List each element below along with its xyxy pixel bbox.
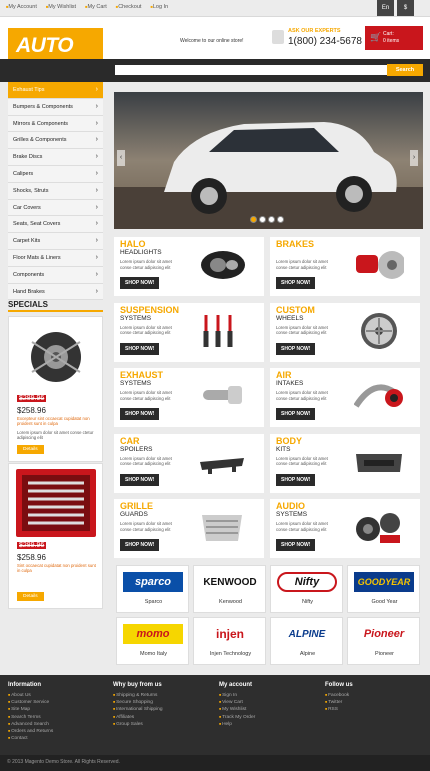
experts-label: ASK OUR EXPERTS: [288, 28, 341, 34]
footer-column: [219, 682, 255, 728]
brand-logo: Nifty: [277, 572, 337, 592]
chevron-right-icon: ›: [95, 186, 98, 194]
footer-link[interactable]: ■ Secure Shopping: [113, 699, 163, 706]
brand-name: Pioneer: [375, 651, 394, 657]
category-title: SUSPENSION: [120, 304, 180, 315]
sidebar-item[interactable]: [8, 166, 103, 183]
chevron-right-icon: ›: [95, 203, 98, 211]
my-wishlist-link[interactable]: ■ My Wishlist: [46, 4, 76, 10]
category-tile[interactable]: [270, 499, 420, 558]
footer-heading: Follow us: [325, 682, 353, 688]
sidebar-item-label: Mirrors & Components: [13, 120, 69, 127]
category-subtitle: INTAKES: [276, 380, 304, 387]
sidebar-item-label: Grilles & Components: [13, 137, 67, 144]
sidebar-item[interactable]: [8, 149, 103, 166]
category-tile[interactable]: [270, 303, 420, 362]
footer-heading: My account: [219, 682, 253, 688]
category-description: Lorem ipsum dolor sit amet conse ctetur adipiscing elit: [276, 324, 328, 335]
shop-now-button[interactable]: SHOP NOW!: [276, 539, 315, 551]
category-title: CAR: [120, 435, 140, 446]
specials-title: SPECIALS: [8, 300, 49, 309]
category-tile[interactable]: [114, 237, 264, 296]
footer-link[interactable]: ■ RSS: [325, 706, 353, 713]
slider-dot[interactable]: [250, 216, 257, 223]
sidebar-item-label: Seats, Seat Covers: [13, 221, 61, 228]
wrench-set-image: [16, 469, 96, 537]
sidebar-item-label: Bumpers & Components: [13, 103, 73, 110]
category-description: Lorem ipsum dolor sit amet conse ctetur adipiscing elit: [276, 521, 328, 532]
category-subtitle: SYSTEMS: [276, 511, 308, 518]
footer-link[interactable]: ■ Group Sales: [113, 721, 163, 728]
category-subtitle: KITS: [276, 445, 291, 453]
brand-name: Momo Italy: [140, 651, 167, 657]
category-title: CUSTOM: [276, 304, 315, 315]
brand-logo: momo: [123, 624, 183, 644]
chevron-right-icon: ›: [95, 169, 98, 177]
category-description: Lorem ipsum dolor sit amet conse ctetur adipiscing elit: [120, 390, 172, 401]
top-links: [6, 4, 168, 10]
brand-tile[interactable]: [347, 565, 420, 613]
footer-link[interactable]: ■ Help: [219, 721, 255, 728]
shop-now-button[interactable]: SHOP NOW!: [120, 343, 159, 355]
price: $258.96: [17, 553, 46, 562]
slider-dot[interactable]: [259, 216, 266, 223]
chevron-right-icon: ›: [95, 253, 98, 261]
footer-link[interactable]: ■ Contact: [8, 735, 53, 742]
details-button[interactable]: Details: [17, 445, 44, 454]
chevron-right-icon: ›: [95, 220, 98, 228]
shop-now-button[interactable]: SHOP NOW!: [276, 474, 315, 486]
brand-tile[interactable]: [193, 565, 266, 613]
logo-main-text: AUTO: [16, 34, 74, 57]
chevron-right-icon: ›: [95, 136, 98, 144]
category-image: [354, 442, 404, 482]
sidebar-item-label: Shocks, Struts: [13, 187, 49, 194]
category-image: [354, 245, 404, 285]
cart-button[interactable]: [365, 26, 423, 50]
category-description: Lorem ipsum dolor sit amet conse ctetur adipiscing elit: [120, 455, 172, 466]
shop-now-button[interactable]: SHOP NOW!: [276, 343, 315, 355]
sidebar-item-label: Exhaust Tips: [13, 87, 45, 93]
category-description: Lorem ipsum dolor sit amet conse ctetur adipiscing elit: [120, 259, 172, 270]
top-bar: [0, 0, 430, 17]
my-cart-link[interactable]: ■ My Cart: [85, 4, 107, 10]
brand-name: Injen Technology: [209, 651, 252, 657]
category-subtitle: SYSTEMS: [120, 314, 152, 322]
experts-phone: 1(800) 234-5678: [288, 36, 362, 47]
footer-link[interactable]: ■ Facebook: [325, 692, 353, 699]
brand-tile[interactable]: [270, 565, 343, 613]
hero-slider[interactable]: [114, 92, 423, 229]
search-input[interactable]: [115, 65, 387, 75]
cart-count: 0 items: [383, 38, 400, 44]
old-price: $289.96: [19, 542, 45, 549]
brand-tile[interactable]: [270, 617, 343, 665]
special-product[interactable]: [8, 463, 103, 609]
special-product[interactable]: [8, 316, 103, 462]
brand-name: Nifty: [302, 599, 313, 605]
product-description: Sint occaecat cupidatat non proident sunt in culpa: [17, 563, 96, 574]
sidebar-item[interactable]: [8, 216, 103, 233]
category-tile[interactable]: [270, 237, 420, 296]
category-tile[interactable]: [270, 434, 420, 493]
brand-name: Good Year: [371, 599, 398, 605]
chevron-right-icon: ›: [95, 119, 98, 127]
category-description: Lorem ipsum dolor sit amet conse ctetur adipiscing elit: [276, 390, 328, 401]
shop-now-button[interactable]: SHOP NOW!: [120, 474, 159, 486]
footer-column: [113, 682, 163, 728]
sidebar-item[interactable]: [8, 132, 103, 149]
product-description: Excepteur sint occaecat cupidatat non proident sunt in culpa: [17, 416, 90, 427]
footer-link[interactable]: ■ Customer Service: [8, 699, 53, 706]
category-title: AUDIO: [276, 501, 305, 511]
sidebar-item-label: Carpet Kits: [13, 238, 41, 245]
checkout-link[interactable]: ■ Checkout: [116, 4, 142, 10]
sidebar-item[interactable]: [8, 116, 103, 133]
shop-now-button[interactable]: SHOP NOW!: [276, 277, 315, 289]
category-image: [198, 245, 248, 285]
category-title: GRILLE: [120, 501, 153, 511]
slider-dots: [250, 216, 284, 223]
footer-link[interactable]: ■ Site Map: [8, 706, 53, 713]
brand-tile[interactable]: [347, 617, 420, 665]
slider-next-arrow[interactable]: ›: [410, 150, 418, 166]
category-image: [198, 311, 248, 351]
category-sidebar: [8, 82, 103, 300]
sidebar-item-label: Hand Brakes: [13, 288, 45, 295]
chevron-right-icon: ›: [95, 237, 98, 245]
footer-column: [8, 682, 53, 742]
cart-icon: 🛒: [370, 32, 382, 42]
brand-tile[interactable]: [116, 617, 189, 665]
footer-link[interactable]: ■ Search Terms: [8, 714, 53, 721]
login-link[interactable]: ■ Log In: [150, 4, 168, 10]
sidebar-item[interactable]: [8, 99, 103, 116]
footer-link[interactable]: ■ Advanced Search: [8, 721, 53, 728]
chevron-right-icon: ›: [95, 153, 98, 161]
copyright-text: © 2013 Magento Demo Store. All Rights Reserved.: [7, 759, 120, 765]
footer-column: [325, 682, 353, 714]
old-price: $289.96: [19, 395, 45, 402]
language-select[interactable]: En: [377, 0, 394, 16]
sidebar-item[interactable]: [8, 82, 103, 99]
category-image: [198, 507, 248, 547]
brand-logo: sparco: [123, 572, 183, 592]
footer-link[interactable]: ■ Shipping & Returns: [113, 692, 163, 699]
sidebar-item[interactable]: [8, 200, 103, 217]
welcome-message: Welcome to our online store!: [180, 38, 244, 44]
category-tile[interactable]: [114, 434, 264, 493]
brand-name: Kenwood: [219, 599, 242, 605]
chevron-right-icon: ›: [95, 287, 98, 295]
category-tile[interactable]: [270, 368, 420, 427]
details-button[interactable]: Details: [17, 592, 44, 601]
category-tile[interactable]: [114, 368, 264, 427]
chevron-right-icon: ›: [95, 270, 98, 278]
price: $258.96: [17, 406, 46, 415]
category-description: Lorem ipsum dolor sit amet conse ctetur adipiscing elit: [276, 259, 328, 270]
currency-select[interactable]: $: [397, 0, 414, 16]
category-subtitle: GUARDS: [120, 511, 148, 518]
brand-logo: injen: [215, 627, 244, 641]
product-description-2: Lorem ipsum dolor sit amet conse ctetur adipiscing elit: [17, 430, 94, 441]
sidebar-item-label: Components: [13, 271, 45, 278]
cart-summary: [383, 31, 399, 45]
shop-now-button[interactable]: SHOP NOW!: [120, 408, 159, 420]
brand-logo: KENWOOD: [203, 576, 257, 588]
brand-logo: GOODYEAR: [354, 572, 414, 592]
phone-icon: [272, 30, 284, 44]
footer-link[interactable]: ■ Sign In: [219, 692, 255, 699]
sidebar-item-label: Brake Discs: [13, 154, 43, 161]
hero-car-image: [114, 92, 423, 229]
category-title: HALO: [120, 239, 146, 249]
chevron-right-icon: ›: [95, 102, 98, 110]
category-tile[interactable]: [114, 499, 264, 558]
category-title: BRAKES: [276, 239, 315, 249]
brand-name: Sparco: [144, 599, 163, 605]
category-image: [354, 311, 404, 351]
category-image: [198, 442, 248, 482]
brand-name: Alpine: [299, 651, 316, 657]
specials-underline: [8, 310, 103, 312]
footer-link[interactable]: ■ View Cart: [219, 699, 255, 706]
category-subtitle: SPOILERS: [120, 445, 153, 453]
sidebar-item-label: Calipers: [13, 170, 34, 177]
sidebar-item[interactable]: [8, 267, 103, 284]
footer-link[interactable]: ■ Affiliates: [113, 714, 163, 721]
category-description: Lorem ipsum dolor sit amet conse ctetur adipiscing elit: [120, 324, 172, 335]
footer-link[interactable]: ■ Track My Order: [219, 714, 255, 721]
category-description: Lorem ipsum dolor sit amet conse ctetur adipiscing elit: [120, 521, 172, 532]
category-title: AIR: [276, 370, 292, 380]
sidebar-item-label: Floor Mats & Liners: [13, 254, 61, 261]
shop-now-button[interactable]: SHOP NOW!: [120, 539, 159, 551]
footer-link[interactable]: ■ International Shipping: [113, 706, 163, 713]
brand-tile[interactable]: [116, 565, 189, 613]
brand-tile[interactable]: [193, 617, 266, 665]
footer-link[interactable]: ■ My Wishlist: [219, 706, 255, 713]
sidebar-item[interactable]: [8, 284, 103, 301]
brand-logo: ALPINE: [288, 628, 326, 640]
shop-now-button[interactable]: SHOP NOW!: [120, 277, 159, 289]
category-title: EXHAUST: [120, 370, 164, 380]
tire-chain-image: [16, 322, 96, 390]
shop-now-button[interactable]: SHOP NOW!: [276, 408, 315, 420]
slider-prev-arrow[interactable]: ‹: [117, 150, 125, 166]
category-image: [354, 376, 404, 416]
slider-dot[interactable]: [277, 216, 284, 223]
footer-link[interactable]: ■ About Us: [8, 692, 53, 699]
sidebar-item[interactable]: [8, 250, 103, 267]
category-tile[interactable]: [114, 303, 264, 362]
category-image: [354, 507, 404, 547]
footer-heading: Why buy from us: [113, 682, 162, 688]
category-subtitle: SYSTEMS: [120, 380, 152, 387]
footer-link[interactable]: ■ Orders and Returns: [8, 728, 53, 735]
category-title: BODY: [276, 435, 303, 446]
chevron-right-icon: ›: [95, 86, 98, 93]
footer-heading: Information: [8, 682, 41, 688]
brand-logo: Pioneer: [363, 628, 405, 640]
category-image: [198, 376, 248, 416]
category-description: Lorem ipsum dolor sit amet conse ctetur adipiscing elit: [276, 455, 328, 466]
category-subtitle: WHEELS: [276, 314, 304, 322]
sidebar-item[interactable]: [8, 233, 103, 250]
my-account-link[interactable]: ■ My Account: [6, 4, 37, 10]
sidebar-item[interactable]: [8, 183, 103, 200]
search-button[interactable]: Search: [387, 64, 423, 76]
cart-label: Cart:: [383, 31, 394, 37]
footer-link[interactable]: ■ Twitter: [325, 699, 353, 706]
slider-dot[interactable]: [268, 216, 275, 223]
sidebar-item-label: Car Covers: [13, 204, 41, 211]
category-subtitle: HEADLIGHTS: [120, 249, 162, 256]
